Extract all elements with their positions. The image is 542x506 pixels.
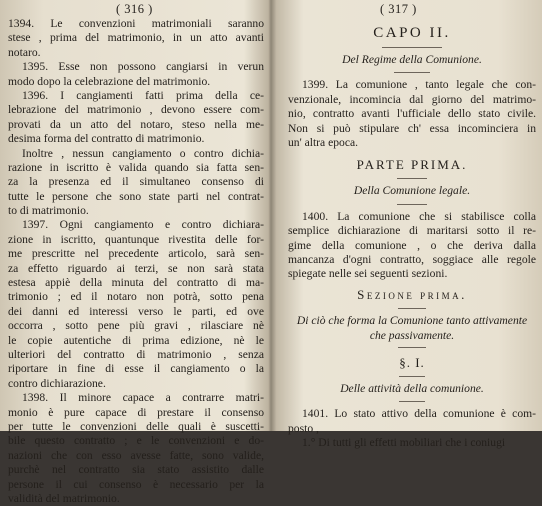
text-line: semplice dichiarazione di maritarsi sotto il re- [288,224,536,238]
text-line: nazioni che con esso avesse fatte, sono valide, [8,448,264,462]
heading-rule [382,47,442,48]
text-line: dei danni ed interessi verso le parti, ed ove [8,304,264,318]
heading-rule [397,178,427,179]
left-text-column [8,17,264,506]
text-line: desima forma del contratto di matrimonio. [8,132,205,146]
text-line: nio, contratto avanti l'ufficiale dello stato civile. [288,107,536,121]
right-text-column [288,17,536,450]
section-heading-text: Sezione prima. [357,286,467,302]
text-line: Inoltre , nessun cangiamento o contro dichia- [22,146,264,160]
text-line: 1396. I cangiamenti fatti prima della ce- [22,88,264,102]
text-line: za effetto riguardo ai terzi, se non sarà stata [8,261,264,275]
heading-rule [399,401,425,402]
text-line: spiegate nelle sei seguenti sezioni. [288,267,448,281]
text-line: Non si può stipulare ch' essa incominciera in [288,121,536,135]
right-page-number: ( 317 ) [380,2,417,16]
text-line: posto , [288,421,319,435]
text-line: contro dichiarazione. [8,376,106,390]
heading-rule [398,308,426,309]
text-line: le copie autentiche di prima edizione, nè le [8,333,264,347]
heading-rule [397,204,427,205]
text-line: provati da un atto del notaro, steso nella me- [8,117,264,131]
text-line: 1394. Le convenzioni matrimoniali saranno [8,17,264,30]
text-line: 1400. La comunione che si stabilisce colla [302,209,536,223]
chapter-heading: CAPO II. [373,25,451,41]
text-line: occorra , sotto pene più gravi , rilasciare nè [8,319,264,333]
text-line: persone il cui consenso è necessario per la [8,477,264,491]
text-line: stese , prima del matrimonio, in un atto avanti [8,31,264,45]
text-line: 1398. Il minore capace a contrarre matri- [22,391,264,405]
part-subtitle: Della Comunione legale. [353,184,471,198]
right-page [272,0,542,450]
text-line: 1401. Lo stato attivo della comunione è com- [302,407,536,421]
text-line: estesa appiè della minuta del contratto di ma- [8,276,264,290]
paragraph-mark: §. I. [399,354,425,370]
text-line: notaro. [8,45,41,59]
text-line: za la presenza ed il simultaneo consenso di [8,175,264,189]
left-page-number: ( 316 ) [116,2,153,16]
text-line: bile questo contratto ; e le convenzioni e do- [8,434,264,448]
text-line: mancanza d'ogni contratto, soggiace alle regole [288,252,536,266]
text-line: venzionale, incomincia dal giorno del matrimo- [288,92,536,106]
text-line: ulteriori del contratto di matrimonio , senza [8,347,264,361]
paragraph-subtitle: Delle attività della comunione. [340,381,484,395]
heading-rule [394,72,430,73]
text-line: validità del matrimonio. [8,491,120,505]
text-line: riportare in fine di esse il cangiamento o la [8,362,264,376]
chapter-subtitle: Del Regime della Comunione. [342,53,482,66]
text-line: tutte le persone che sono state parti nel contrat- [8,189,264,203]
text-line: un' altra epoca. [288,135,359,149]
heading-rule [399,376,425,377]
left-page [0,0,270,505]
text-line: lebrazione del matrimonio , devono essere com- [8,103,264,117]
heading-rule [398,347,426,348]
text-line: 1395. Esse non possono cangiarsi in verun [22,60,264,74]
text-line: modo dopo la celebrazione del matrimonio. [8,74,211,88]
text-line: to di matrimonio. [8,204,89,218]
text-line: che passivamente. [369,328,455,342]
text-line: 1.° Di tutti gli effetti mobiliari che i coniugi [302,436,506,450]
text-line: 1397. Ogni cangiamento e contro dichiara- [22,218,264,232]
text-line: trimonio ; ed il notaro non potrà, sotto pena [8,290,264,304]
text-line: zione in iscritto, quantunque rivestita delle for- [8,232,264,246]
text-line: 1399. La comunione , tanto legale che con- [302,78,536,92]
text-line: per tutte le convenzioni delle quali è suscetti- [8,419,264,433]
text-line: me prescritte nel precedente articolo, sarà sen- [8,247,264,261]
text-line: monio è pure capace di prestare il consenso [8,405,264,419]
text-line: Di ciò che forma la Comunione tanto attivamente [296,314,528,328]
text-line: razione in iscritto è valida quando sia fatta sen- [8,160,264,174]
section-heading [288,288,536,304]
text-line: purchè nel contratto sia stato assistito dalle [8,463,264,477]
text-line: gime della comunione , o che deriva dalla [288,238,536,252]
part-heading: PARTE PRIMA. [356,157,468,173]
